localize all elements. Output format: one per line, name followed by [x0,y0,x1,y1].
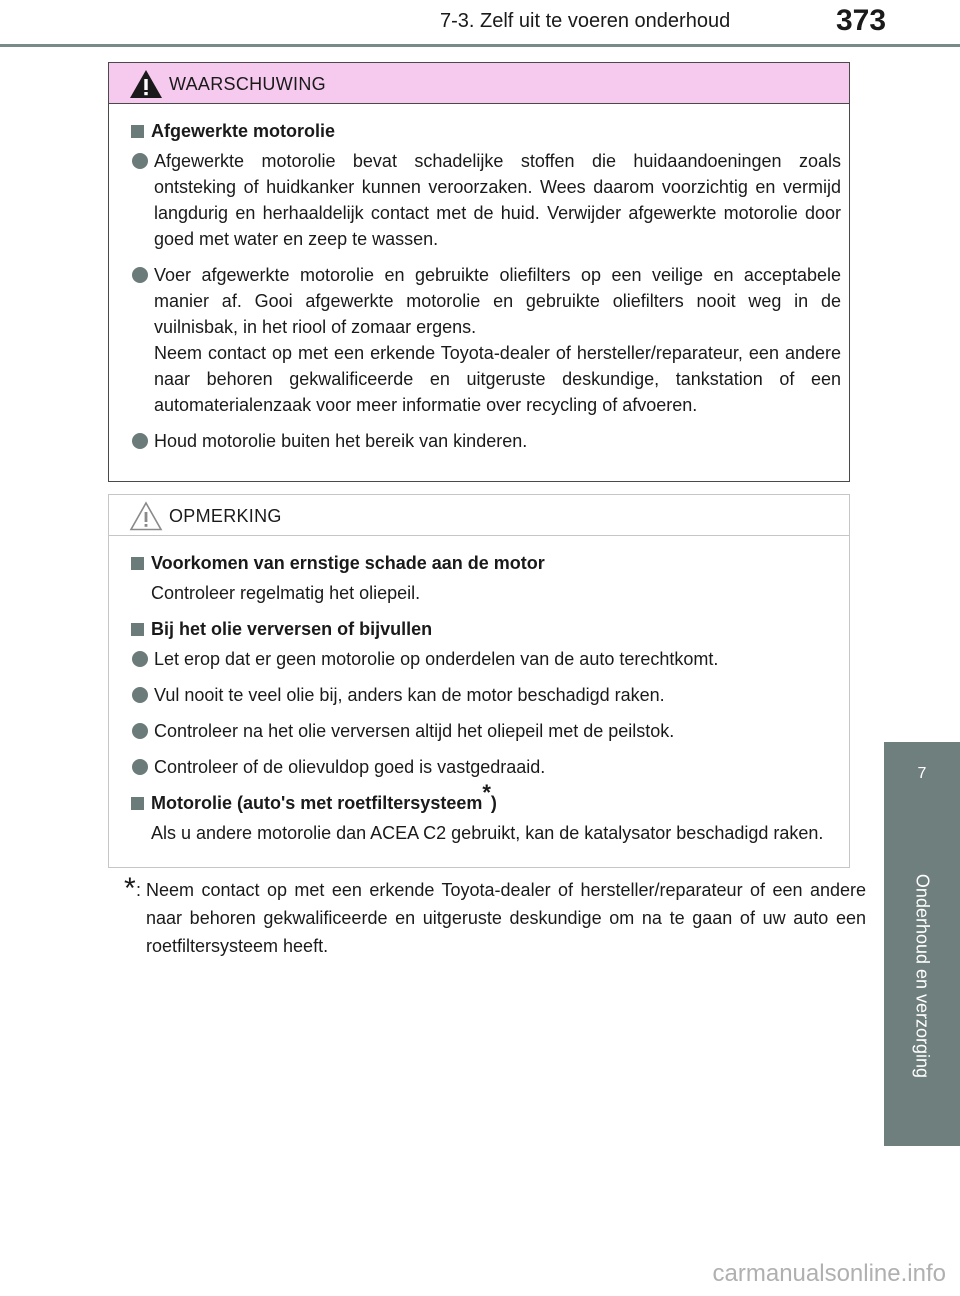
square-bullet-icon [131,125,144,138]
header-divider [0,44,960,47]
warning-header [109,63,849,104]
footnote-marker: * [482,780,491,805]
square-bullet-icon [131,623,144,636]
chapter-tab-title: Onderhoud en verzorging [912,873,933,1079]
warning-label: WAARSCHUWING [169,74,326,94]
section-heading: Bij het olie verversen of bijvullen [131,616,841,642]
footnote-asterisk: * [124,872,136,905]
page-number: 373 [836,4,887,37]
footnote: * : Neem contact op met een erkende Toyota-dealer of hersteller/reparateur of een andere naar behoren gekwalificeerde en uitgeruste deskundige om na te gaan of uw auto een roetfiltersysteem heeft. [124,872,866,956]
section-heading: Motorolie (auto's met roetfiltersysteem*) [131,790,841,816]
section-title: 7-3. Zelf uit te voeren onderhoud [440,10,731,32]
bullet-dot-icon [132,267,148,283]
list-item: Voer afgewerkte motorolie en gebruikte oliefilters op een veilige en acceptabele manier af. Gooi afgewerkte motorolie en gebruikte oliefilters nooit weg in de vuilnisbak, in het riool of zomaar ergens. Neem contact op met een erkende Toyota-dealer of hersteller/reparateur, een andere naar behoren gekwalificeerde en uitgeruste deskundige, tankstation of een automaterialenzaak voor meer informatie over recycling of afvoeren. [131,262,841,418]
section-heading: Afgewerkte motorolie [131,118,841,144]
list-item: Controleer of de olievuldop goed is vastgedraaid. [131,754,841,780]
warning-triangle-icon [129,69,163,99]
bullet-dot-icon [132,153,148,169]
list-item: Houd motorolie buiten het bereik van kinderen. [131,428,841,454]
footnote-text: Neem contact op met een erkende Toyota-dealer of hersteller/reparateur of een andere naar behoren gekwalificeerde en uitgeruste deskundige om na te gaan of uw auto een roetfiltersysteem heeft. [146,880,866,956]
square-bullet-icon [131,557,144,570]
section-heading: Voorkomen van ernstige schade aan de motor [131,550,841,576]
bullet-dot-icon [132,687,148,703]
chapter-tab [884,806,960,1146]
bullet-dot-icon [132,759,148,775]
bullet-dot-icon [132,723,148,739]
caution-triangle-icon [129,501,163,531]
note-label: OPMERKING [169,506,282,526]
watermark: carmanualsonline.info [712,1260,946,1287]
list-item: Let erop dat er geen motorolie op onderdelen van de auto terechtkomt. [131,646,841,672]
note-box [108,494,850,868]
chapter-tab-number: 7 [884,742,960,806]
section-text: Als u andere motorolie dan ACEA C2 gebruikt, kan de katalysator beschadigd raken. [151,823,824,843]
bullet-dot-icon [132,651,148,667]
note-header [109,495,849,536]
list-item: Vul nooit te veel olie bij, anders kan de motor beschadigd raken. [131,682,841,708]
list-item: Controleer na het olie verversen altijd het oliepeil met de peilstok. [131,718,841,744]
bullet-dot-icon [132,433,148,449]
warning-box [108,62,850,482]
square-bullet-icon [131,797,144,810]
list-item: Afgewerkte motorolie bevat schadelijke stoffen die huidaandoeningen zoals ontsteking of huidkanker kunnen veroorzaken. Wees daarom voorzichtig en vermijd langdurig en herhaaldelijk contact met de huid. Verwijder afgewerkte motorolie door goed met water en zeep te wassen. [131,148,841,252]
section-text: Controleer regelmatig het oliepeil. [151,583,421,603]
